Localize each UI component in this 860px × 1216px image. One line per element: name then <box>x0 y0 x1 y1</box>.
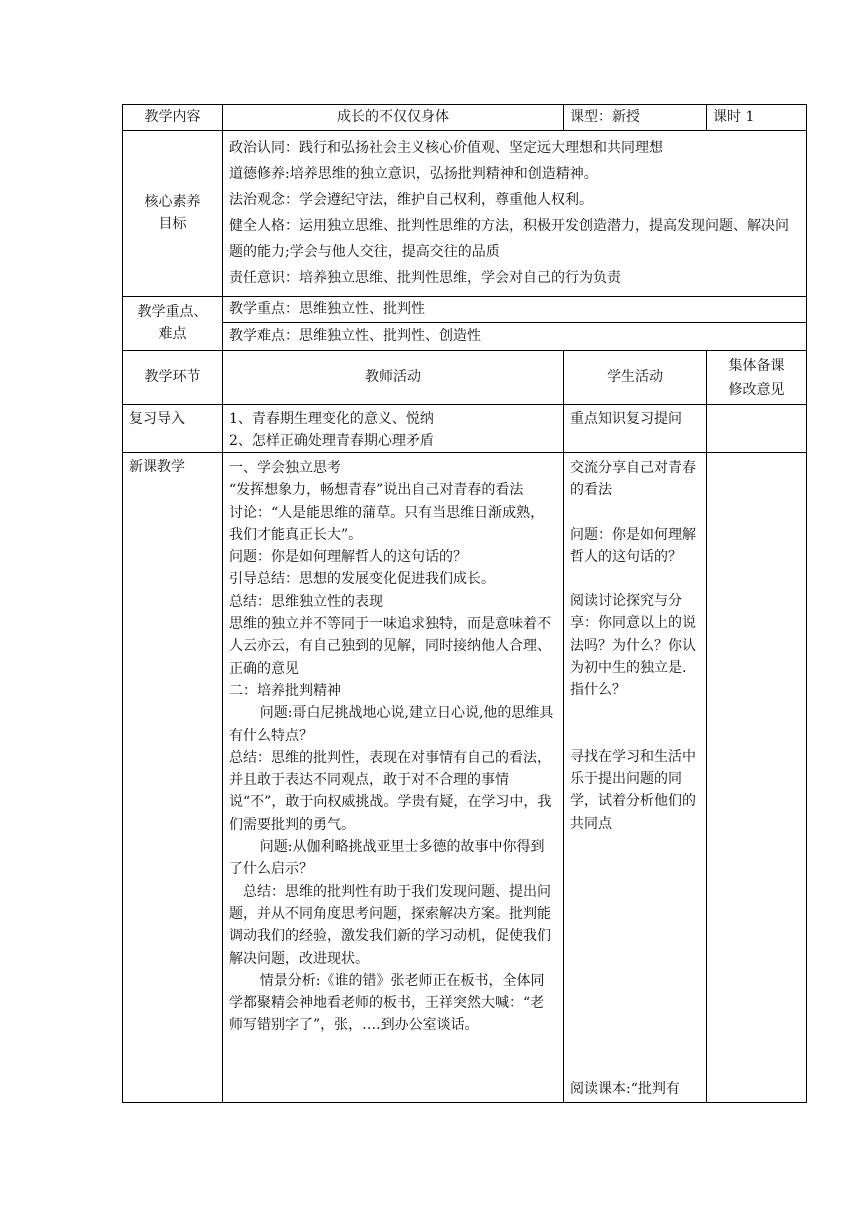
new-lesson-row <box>123 453 807 1103</box>
review-row <box>123 405 807 453</box>
lesson-title: 成长的不仅仅身体 <box>223 105 564 131</box>
column-header-row <box>123 351 807 405</box>
key-difficulty-row <box>123 323 807 351</box>
key-focus: 教学重点：思维独立性、批判性 <box>223 297 807 323</box>
goal-personality: 健全人格：运用独立思维、批判性思维的方法，积极开发创造潜力，提高发现问题、解决问题的能力;学会与他人交往，提高交往的品质 <box>229 218 789 260</box>
student-line: 阅读讨论探究与分享：你同意以上的说法吗？为什么？你认为初中生的独立是.指什么？ <box>570 593 696 699</box>
teacher-line: “发挥想象力，畅想青春”说出自己对青春的看法 <box>229 482 524 499</box>
goal-legal: 法治观念：学会遵纪守法，维护自己权利，尊重他人权利。 <box>229 192 593 208</box>
key-points-label: 教学重点、 难点 <box>123 297 223 351</box>
col-stage: 教学环节 <box>123 351 223 405</box>
new-lesson-teacher <box>223 453 564 1103</box>
goal-moral: 道德修养:培养思维的独立意识，弘扬批判精神和创造精神。 <box>229 166 598 182</box>
col-student: 学生活动 <box>564 351 707 405</box>
col-notes: 集体备课 修改意见 <box>707 351 807 405</box>
teacher-line: 情景分析:《谁的错》张老师正在板书，全体同学都聚精会神地看老师的板书，王祥突然大喊：“老师写错别字了”，张，….到办公室谈话。 <box>229 972 545 1034</box>
review-student: 重点知识复习提问 <box>564 405 707 453</box>
teacher-line: 二：培养批判精神 <box>229 682 341 699</box>
review-stage: 复习导入 <box>123 405 223 453</box>
teacher-line: 问题：你是如何理解哲人的这句话的？ <box>229 549 467 566</box>
core-goals-row <box>123 131 807 297</box>
new-lesson-student <box>564 453 707 1103</box>
student-line: 阅读课本:“批判有 <box>570 1080 680 1097</box>
review-notes <box>707 405 807 453</box>
col-teacher: 教师活动 <box>223 351 564 405</box>
new-lesson-stage: 新课教学 <box>123 453 223 1103</box>
teacher-line: 问题:从伽利略挑战亚里士多德的故事中你得到了什么启示？ <box>229 839 545 878</box>
lesson-type: 课型：新授 <box>564 105 707 131</box>
teacher-line: 总结：思维的批判性，表现在对事情有自己的看法，并且敢于表达不同观点，敢于对不合理的事情说“不”，敢于向权威挑战。学贵有疑，在学习中，我们需要批判的勇气。 <box>229 749 552 833</box>
review-teacher: 1、青春期生理变化的意义、悦纳 2、怎样正确处理青春期心理矛盾 <box>223 405 564 453</box>
header-row <box>123 105 807 131</box>
teacher-line: 总结：思维独立性的表现 <box>229 593 383 610</box>
lesson-period: 课时 1 <box>707 105 807 131</box>
goal-responsibility: 责任意识：培养独立思维、批判性思维，学会对自己的行为负责 <box>229 270 621 286</box>
teacher-line: 总结：思维的批判性有助于我们发现问题、提出问题，并从不同角度思考问题，探索解决方案。批判能调动我们的经验，激发我们新的学习动机，促使我们解决问题，改进现状。 <box>229 883 551 967</box>
core-goals-label: 核心素养 目标 <box>123 131 223 297</box>
teacher-line: 引导总结：思想的发展变化促进我们成长。 <box>229 571 495 588</box>
goal-political: 政治认同：践行和弘扬社会主义核心价值观、坚定远大理想和共同理想 <box>229 140 663 156</box>
teacher-line: 一、学会独立思考 <box>229 460 341 476</box>
student-line: 寻找在学习和生活中乐于提出问题的同学，试着分析他们的共同点 <box>570 748 696 832</box>
teacher-line: 思维的独立并不等同于一味追求独特，而是意味着不人云亦云，有自己独到的见解，同时接纳他人合理、正确的意见 <box>229 616 551 677</box>
key-focus-row <box>123 297 807 323</box>
key-difficulty: 教学难点：思维独立性、批判性、创造性 <box>223 323 807 351</box>
teacher-line: 问题:哥白尼挑战地心说,建立日心说,他的思维具有什么特点？ <box>229 705 554 744</box>
student-line: 交流分享自己对青春的看法 <box>570 460 696 499</box>
new-lesson-notes <box>707 453 807 1103</box>
lesson-plan-table <box>122 104 807 1103</box>
content-label: 教学内容 <box>123 105 223 131</box>
student-line: 问题：你是如何理解哲人的这句话的？ <box>570 526 696 565</box>
teacher-line: 讨论：“人是能思维的蒲草。只有当思维日渐成熟，我们才能真正长大”。 <box>229 504 545 543</box>
core-goals-content <box>223 131 807 297</box>
